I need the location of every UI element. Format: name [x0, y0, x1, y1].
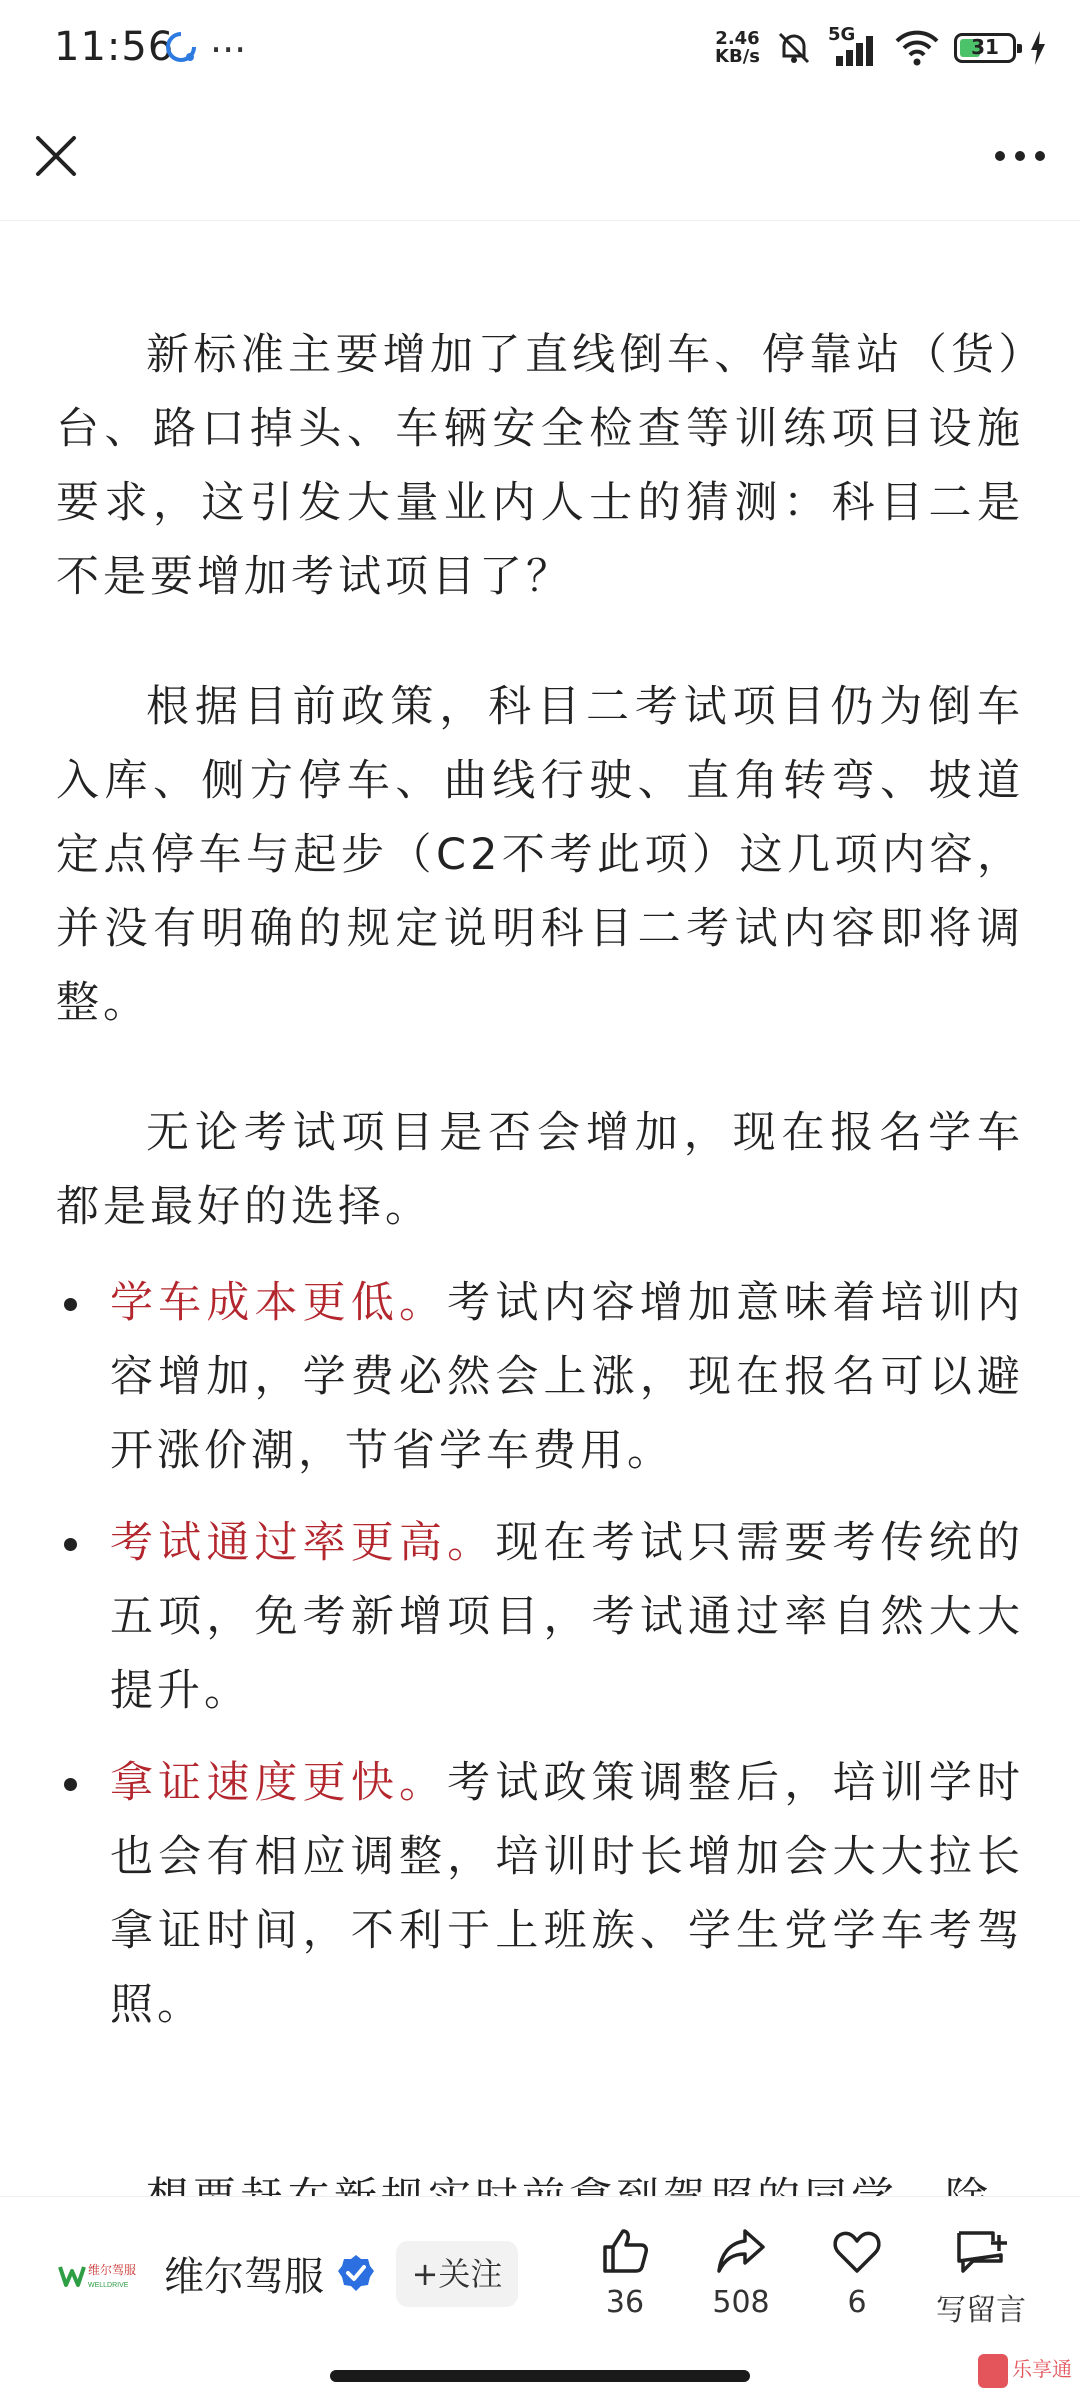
home-indicator[interactable] [330, 2370, 750, 2382]
app-notification-icon [164, 30, 198, 64]
network-speed [715, 30, 760, 66]
bullet-text: 考试政策调整后，培训学时也会有相应调整，培训时长增加会大大拉长拿证时间，不利于上班族、学生党学车考驾照。 [110, 1758, 1025, 2030]
svg-text:维尔驾服: 维尔驾服 [88, 2263, 137, 2277]
watermark-logo [978, 2350, 1074, 2394]
write-comment-button[interactable] [916, 2225, 1046, 2329]
bullet-highlight: 考试通过率更高。 [110, 1518, 496, 1568]
network-type: 5G [828, 24, 856, 45]
heart-icon [831, 2225, 883, 2277]
paragraph-2: 根据目前政策，科目二考试项目仍为倒车入库、侧方停车、曲线行驶、直角转弯、坡道定点停车与起步（C2不考此项）这几项内容，并没有明确的规定说明科目二考试内容即将调整。 [56, 682, 1024, 1028]
charging-icon [1030, 31, 1046, 65]
article-body [56, 222, 1024, 2192]
benefits-list [56, 1266, 1024, 2042]
thumbs-up-icon [599, 2225, 651, 2277]
author-logo[interactable] [58, 2257, 136, 2293]
verified-icon [336, 2253, 376, 2293]
bullet-highlight: 拿证速度更快。 [110, 1758, 448, 1808]
like-count: 36 [605, 2285, 645, 2320]
top-nav-bar [0, 100, 1080, 221]
bullet-highlight: 学车成本更低。 [110, 1278, 448, 1328]
svg-text:乐享通: 乐享通 [1012, 2359, 1072, 2381]
share-icon [715, 2225, 767, 2277]
list-item [56, 1266, 1024, 1488]
status-indicators [715, 26, 1046, 70]
share-button[interactable] [686, 2225, 796, 2320]
status-bar [0, 0, 1080, 100]
bullet-dot [64, 1778, 77, 1791]
battery-icon [954, 33, 1016, 63]
favorite-count: 6 [847, 2285, 867, 2320]
paragraph-1: 新标准主要增加了直线倒车、停靠站（货）台、路口掉头、车辆安全检查等训练项目设施要求，这引发大量业内人士的猜测：科目二是不是要增加考试项目了？ [56, 330, 1024, 602]
status-more-dots: ··· [210, 28, 247, 72]
close-icon[interactable] [30, 130, 82, 182]
wifi-icon [894, 29, 940, 67]
bullet-text: 现在考试只需要考传统的五项，免考新增项目，考试通过率自然大大提升。 [110, 1518, 1025, 1716]
more-icon[interactable] [990, 130, 1050, 182]
speed-unit: KB/s [715, 46, 760, 67]
comment-icon [953, 2225, 1009, 2277]
write-comment-label: 写留言 [936, 2293, 1026, 2328]
author-name[interactable]: 维尔驾服 [164, 2254, 324, 2300]
signal-icon [828, 24, 880, 68]
list-item [56, 1506, 1024, 1728]
svg-text:WELLDRIVE: WELLDRIVE [88, 2282, 129, 2289]
speed-value: 2.46 [715, 28, 760, 49]
bottom-action-bar [0, 2196, 1080, 2347]
battery-level: 31 [971, 35, 999, 59]
like-button[interactable] [570, 2225, 680, 2320]
paragraph-3: 无论考试项目是否会增加，现在报名学车都是最好的选择。 [56, 1108, 1024, 1232]
bullet-text: 考试内容增加意味着培训内容增加，学费必然会上涨，现在报名可以避开涨价潮，节省学车费用。 [110, 1278, 1025, 1476]
list-item [56, 1746, 1024, 2042]
bullet-dot [64, 1538, 77, 1551]
favorite-button[interactable] [802, 2225, 912, 2320]
mute-icon [774, 28, 814, 68]
share-count: 508 [712, 2285, 770, 2320]
status-time: 11:56 [54, 24, 175, 70]
bullet-dot [64, 1298, 77, 1311]
follow-button[interactable]: +关注 [396, 2241, 518, 2307]
